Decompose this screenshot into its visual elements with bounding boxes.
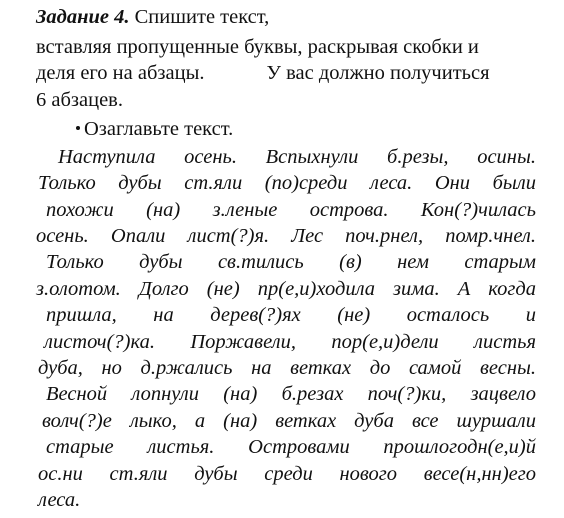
exercise-line: Только дубы св.тились (в) нем старым	[46, 251, 536, 273]
bullet-instruction-text: Озаглавьте текст.	[84, 118, 234, 140]
exercise-line: дуба, но д.ржались на ветках до самой весны.	[38, 357, 536, 379]
task-heading	[36, 4, 269, 30]
exercise-line: похожи (на) з.леные острова. Кон(?)чилась	[46, 199, 536, 221]
exercise-line: листоч(?)ка. Поржавели, пор(е,и)дели листья	[44, 331, 536, 353]
exercise-line: Наступила осень. Вспыхнули б.резы, осины.	[58, 146, 536, 168]
task-number-label: Задание 4.	[36, 6, 130, 28]
exercise-line: леса.	[38, 489, 81, 511]
exercise-line: з.олотом. Долго (не) пр(е,и)ходила зима. А когда	[36, 278, 536, 300]
exercise-line: волч(?)е лыко, а (на) ветках дуба все шуршали	[42, 410, 536, 432]
exercise-line: Только дубы ст.яли (по)среди леса. Они были	[38, 172, 536, 194]
task-instruction-start: Спишите текст,	[134, 6, 270, 28]
task-instruction-line-2: вставляя пропущенные буквы, раскрывая скобки и	[36, 36, 479, 58]
exercise-line: пришла, на дерев(?)ях (не) осталось и	[46, 304, 536, 326]
task-instruction-line-3	[36, 60, 490, 86]
exercise-line: осень. Опали лист(?)я. Лес поч.рнел, помр.чнел.	[36, 225, 536, 247]
task-instruction-line-4: 6 абзацев.	[36, 89, 123, 111]
bullet-instruction	[76, 116, 233, 142]
task-instruction-paragraphs: деля его на абзацы.	[36, 62, 205, 84]
bullet-icon	[76, 126, 80, 130]
exercise-line: Весной лопнули (на) б.резах поч(?)ки, зацвело	[46, 383, 536, 405]
exercise-line: ос.ни ст.яли дубы среди нового весе(н,нн)его	[38, 463, 536, 485]
task-instruction-result: У вас должно получиться	[266, 62, 490, 84]
exercise-line: старые листья. Островами прошлогодн(е,и)й	[46, 436, 536, 458]
